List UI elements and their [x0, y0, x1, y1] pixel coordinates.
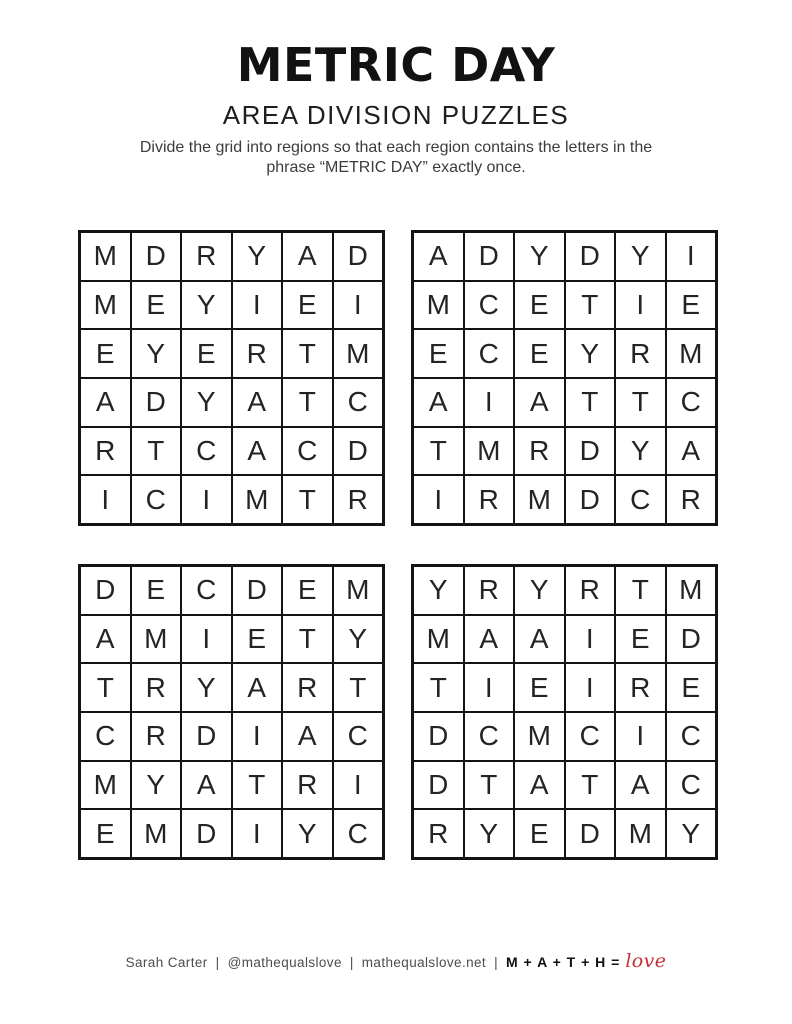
puzzle-cell: E: [80, 329, 131, 378]
puzzle-cell: R: [464, 475, 515, 524]
puzzle-cell: A: [181, 761, 232, 810]
puzzle-cell: Y: [131, 329, 182, 378]
puzzle-cell: R: [615, 329, 666, 378]
puzzle-cell: Y: [615, 232, 666, 281]
puzzle-cell: M: [333, 329, 384, 378]
puzzle-cell: D: [413, 761, 464, 810]
puzzle-cell: E: [615, 615, 666, 664]
puzzle-cell: R: [282, 663, 333, 712]
puzzle-cell: Y: [514, 566, 565, 615]
instructions: [96, 138, 696, 177]
puzzle-cell: E: [131, 281, 182, 330]
puzzle-cell: C: [464, 712, 515, 761]
puzzle-cell: D: [80, 566, 131, 615]
puzzle-cell: M: [131, 809, 182, 858]
puzzle-cell: T: [282, 475, 333, 524]
puzzle-cell: T: [282, 615, 333, 664]
puzzle-cell: I: [232, 281, 283, 330]
puzzle-cell: R: [80, 427, 131, 476]
puzzle-cell: T: [80, 663, 131, 712]
footer-credit-line: [0, 950, 792, 972]
puzzle-cell: T: [282, 329, 333, 378]
puzzle-grid-3: [78, 564, 385, 860]
puzzle-grid-1: [78, 230, 385, 526]
puzzle-cell: T: [131, 427, 182, 476]
instructions-line-1: Divide the grid into regions so that each region contains the letters in the: [139, 139, 653, 156]
puzzle-cell: E: [282, 281, 333, 330]
puzzle-cell: Y: [181, 378, 232, 427]
puzzle-cell: R: [232, 329, 283, 378]
puzzle-cell: D: [333, 232, 384, 281]
puzzle-cell: A: [615, 761, 666, 810]
puzzle-cell: C: [333, 712, 384, 761]
puzzle-cell: E: [514, 329, 565, 378]
footer-author: Sarah Carter: [125, 955, 208, 970]
puzzle-cell: M: [80, 761, 131, 810]
puzzle-cell: D: [464, 232, 515, 281]
puzzle-cell: Y: [514, 232, 565, 281]
puzzle-cell: T: [413, 427, 464, 476]
puzzle-cell: C: [565, 712, 616, 761]
puzzle-cell: Y: [131, 761, 182, 810]
puzzle-cell: D: [565, 475, 616, 524]
puzzle-cell: Y: [333, 615, 384, 664]
puzzle-cell: E: [282, 566, 333, 615]
puzzle-cell: M: [333, 566, 384, 615]
puzzle-cell: R: [181, 232, 232, 281]
puzzle-cell: T: [333, 663, 384, 712]
puzzle-cell: D: [131, 378, 182, 427]
puzzle-cell: T: [413, 663, 464, 712]
puzzle-cell: Y: [181, 281, 232, 330]
puzzle-cell: M: [80, 232, 131, 281]
puzzle-cell: M: [131, 615, 182, 664]
puzzle-cell: E: [514, 663, 565, 712]
puzzle-cell: T: [615, 378, 666, 427]
puzzle-cell: Y: [666, 809, 717, 858]
puzzle-cell: D: [666, 615, 717, 664]
puzzle-cell: E: [514, 281, 565, 330]
puzzle-cell: R: [282, 761, 333, 810]
puzzle-cell: A: [666, 427, 717, 476]
puzzle-cell: T: [232, 761, 283, 810]
puzzle-cell: A: [413, 232, 464, 281]
puzzle-cell: R: [464, 566, 515, 615]
puzzle-cell: E: [514, 809, 565, 858]
puzzle-cell: A: [80, 615, 131, 664]
footer-social-handle: @mathequalslove: [227, 955, 342, 970]
puzzle-cell: R: [565, 566, 616, 615]
puzzle-cell: I: [565, 663, 616, 712]
puzzle-cell: A: [232, 378, 283, 427]
puzzle-cell: D: [565, 232, 616, 281]
puzzle-cell: Y: [181, 663, 232, 712]
puzzle-cell: C: [131, 475, 182, 524]
puzzle-cell: T: [464, 761, 515, 810]
page-title: METRIC DAY: [236, 38, 556, 92]
puzzle-cell: I: [615, 712, 666, 761]
puzzle-cell: R: [131, 663, 182, 712]
puzzle-cell: I: [232, 712, 283, 761]
puzzle-cell: Y: [232, 232, 283, 281]
puzzle-cell: C: [666, 378, 717, 427]
puzzle-cell: R: [514, 427, 565, 476]
puzzle-cell: C: [666, 712, 717, 761]
puzzle-cell: A: [232, 663, 283, 712]
page-subtitle: AREA DIVISION PUZZLES: [222, 100, 570, 130]
puzzle-cell: I: [232, 809, 283, 858]
puzzle-cell: C: [464, 281, 515, 330]
puzzle-cell: E: [80, 809, 131, 858]
puzzle-cell: C: [181, 427, 232, 476]
puzzle-cell: Y: [615, 427, 666, 476]
puzzle-cell: M: [80, 281, 131, 330]
puzzle-cell: T: [565, 281, 616, 330]
puzzle-cell: I: [80, 475, 131, 524]
puzzle-cell: M: [666, 566, 717, 615]
puzzle-cell: D: [333, 427, 384, 476]
puzzle-cell: A: [514, 761, 565, 810]
puzzle-cell: A: [514, 615, 565, 664]
puzzle-cell: E: [131, 566, 182, 615]
puzzle-cell: M: [232, 475, 283, 524]
puzzle-cell: Y: [282, 809, 333, 858]
puzzle-cell: R: [666, 475, 717, 524]
puzzle-grid-4: [411, 564, 718, 860]
puzzle-cell: M: [615, 809, 666, 858]
puzzle-cell: I: [666, 232, 717, 281]
footer-website: mathequalslove.net: [361, 955, 487, 970]
puzzle-cell: M: [464, 427, 515, 476]
puzzle-cell: E: [232, 615, 283, 664]
puzzle-cell: I: [615, 281, 666, 330]
puzzle-cell: M: [413, 281, 464, 330]
brand-math-text: M + A + T + H =: [505, 954, 621, 970]
puzzle-cell: R: [131, 712, 182, 761]
puzzle-cell: E: [666, 281, 717, 330]
puzzle-cell: C: [333, 809, 384, 858]
puzzle-cell: A: [80, 378, 131, 427]
puzzle-cell: R: [333, 475, 384, 524]
puzzle-cell: C: [666, 761, 717, 810]
puzzle-cell: D: [413, 712, 464, 761]
puzzle-cell: C: [80, 712, 131, 761]
puzzle-cell: M: [514, 712, 565, 761]
puzzle-cell: I: [413, 475, 464, 524]
puzzle-cell: I: [333, 281, 384, 330]
puzzle-cell: Y: [413, 566, 464, 615]
puzzle-cell: M: [413, 615, 464, 664]
puzzle-cell: A: [282, 712, 333, 761]
puzzle-cell: I: [333, 761, 384, 810]
puzzle-cell: C: [282, 427, 333, 476]
puzzle-cell: C: [181, 566, 232, 615]
puzzle-cell: D: [181, 809, 232, 858]
puzzle-cell: Y: [464, 809, 515, 858]
puzzle-cell: D: [131, 232, 182, 281]
puzzle-cell: C: [615, 475, 666, 524]
puzzle-cell: T: [565, 761, 616, 810]
puzzle-cell: A: [464, 615, 515, 664]
puzzle-cell: M: [666, 329, 717, 378]
puzzle-cell: I: [464, 663, 515, 712]
puzzle-cell: A: [232, 427, 283, 476]
puzzle-cell: I: [464, 378, 515, 427]
footer-separator-3: |: [494, 955, 498, 970]
puzzle-cell: D: [181, 712, 232, 761]
puzzle-cell: I: [565, 615, 616, 664]
puzzle-cell: T: [565, 378, 616, 427]
puzzle-cell: D: [565, 809, 616, 858]
puzzle-cell: D: [565, 427, 616, 476]
puzzle-cell: A: [514, 378, 565, 427]
puzzle-cell: A: [413, 378, 464, 427]
puzzle-cell: E: [413, 329, 464, 378]
puzzle-cell: C: [333, 378, 384, 427]
puzzle-cell: D: [232, 566, 283, 615]
puzzle-cell: I: [181, 475, 232, 524]
puzzle-cell: M: [514, 475, 565, 524]
puzzle-cell: T: [615, 566, 666, 615]
brand-love-script: love: [625, 950, 667, 972]
puzzle-cell: C: [464, 329, 515, 378]
puzzle-cell: E: [666, 663, 717, 712]
puzzle-cell: E: [181, 329, 232, 378]
instructions-line-2: phrase “METRIC DAY” exactly once.: [266, 158, 526, 176]
puzzle-cell: Y: [565, 329, 616, 378]
puzzle-cell: R: [615, 663, 666, 712]
puzzle-cell: R: [413, 809, 464, 858]
footer-separator-1: |: [215, 955, 220, 970]
puzzle-cell: A: [282, 232, 333, 281]
puzzle-grid-2: [411, 230, 718, 526]
puzzle-cell: T: [282, 378, 333, 427]
footer-separator-2: |: [349, 955, 354, 970]
puzzle-cell: I: [181, 615, 232, 664]
